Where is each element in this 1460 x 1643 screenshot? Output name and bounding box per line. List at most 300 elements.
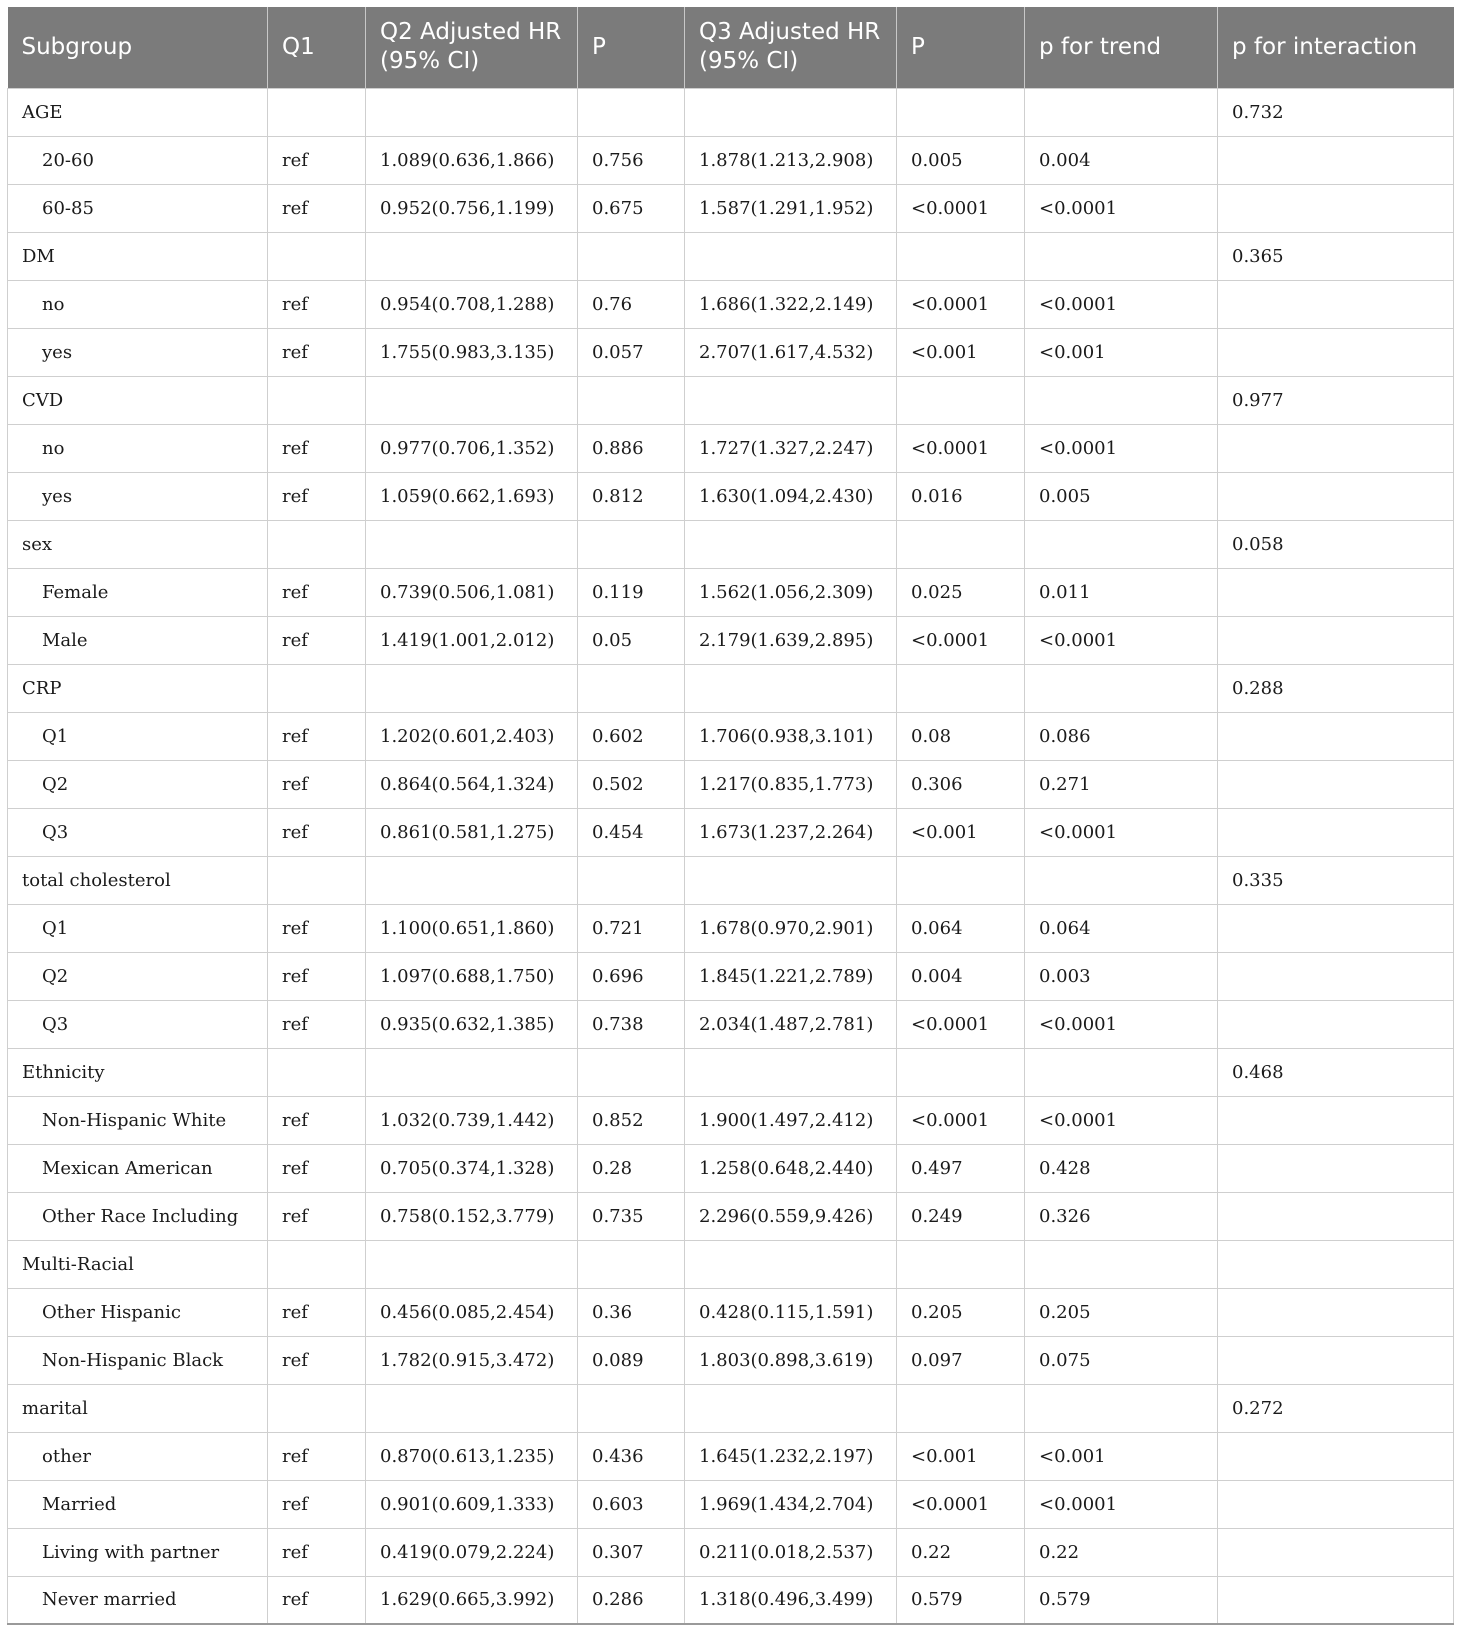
cell-p-trend: <0.0001: [1025, 1096, 1218, 1144]
cell-q1: ref: [268, 760, 366, 808]
cell-q2-hr: 1.419(1.001,2.012): [366, 616, 578, 664]
cell-q2-hr: 0.456(0.085,2.454): [366, 1288, 578, 1336]
cell-subgroup: Ethnicity: [8, 1048, 268, 1096]
table-row: [8, 1432, 1454, 1480]
cell-subgroup: Q1: [8, 712, 268, 760]
header-subgroup: Subgroup: [8, 7, 268, 88]
table-container: [7, 7, 1453, 1625]
cell-q3-p: <0.001: [897, 808, 1025, 856]
cell-q2-hr: [366, 520, 578, 568]
cell-q1: ref: [268, 616, 366, 664]
cell-q3-hr: 1.258(0.648,2.440): [685, 1144, 897, 1192]
cell-subgroup: Never married: [8, 1576, 268, 1624]
header-q3-p: P: [897, 7, 1025, 88]
cell-p-trend: 0.075: [1025, 1336, 1218, 1384]
cell-q3-p: 0.004: [897, 952, 1025, 1000]
cell-p-interaction: 0.468: [1218, 1048, 1454, 1096]
cell-q2-p: [578, 376, 685, 424]
cell-p-interaction: [1218, 1480, 1454, 1528]
cell-q2-p: [578, 1384, 685, 1432]
cell-p-trend: <0.0001: [1025, 184, 1218, 232]
cell-p-trend: [1025, 856, 1218, 904]
cell-q2-hr: 0.977(0.706,1.352): [366, 424, 578, 472]
table-row: [8, 568, 1454, 616]
cell-q1: [268, 88, 366, 136]
cell-q2-p: 0.738: [578, 1000, 685, 1048]
cell-q1: ref: [268, 1288, 366, 1336]
cell-q3-p: [897, 88, 1025, 136]
table-row: [8, 904, 1454, 952]
cell-q1: ref: [268, 1144, 366, 1192]
table-body: [8, 88, 1454, 1624]
header-q3-hr: Q3 Adjusted HR (95% CI): [685, 7, 897, 88]
cell-q1: [268, 664, 366, 712]
cell-q3-p: 0.08: [897, 712, 1025, 760]
cell-q3-p: [897, 520, 1025, 568]
cell-p-trend: <0.0001: [1025, 808, 1218, 856]
cell-q2-hr: 1.032(0.739,1.442): [366, 1096, 578, 1144]
cell-subgroup: Q3: [8, 1000, 268, 1048]
cell-q2-hr: 0.952(0.756,1.199): [366, 184, 578, 232]
cell-subgroup: Non-Hispanic White: [8, 1096, 268, 1144]
table-row: [8, 808, 1454, 856]
cell-q3-p: [897, 232, 1025, 280]
cell-q2-hr: 0.935(0.632,1.385): [366, 1000, 578, 1048]
cell-p-interaction: [1218, 1528, 1454, 1576]
cell-q1: ref: [268, 136, 366, 184]
cell-p-trend: 0.004: [1025, 136, 1218, 184]
cell-p-trend: [1025, 1048, 1218, 1096]
cell-p-trend: 0.579: [1025, 1576, 1218, 1624]
cell-p-interaction: [1218, 1240, 1454, 1288]
cell-q2-hr: [366, 664, 578, 712]
cell-q2-hr: [366, 1384, 578, 1432]
cell-q3-p: [897, 376, 1025, 424]
cell-q2-hr: 1.097(0.688,1.750): [366, 952, 578, 1000]
cell-subgroup: Living with partner: [8, 1528, 268, 1576]
cell-p-trend: [1025, 664, 1218, 712]
cell-subgroup: DM: [8, 232, 268, 280]
cell-p-interaction: [1218, 712, 1454, 760]
cell-p-interaction: 0.977: [1218, 376, 1454, 424]
table-group-row: [8, 232, 1454, 280]
table-row: [8, 472, 1454, 520]
cell-q3-hr: 1.217(0.835,1.773): [685, 760, 897, 808]
cell-q2-p: 0.886: [578, 424, 685, 472]
cell-p-interaction: 0.732: [1218, 88, 1454, 136]
cell-q3-p: <0.0001: [897, 1480, 1025, 1528]
table-row: [8, 760, 1454, 808]
cell-q2-p: 0.05: [578, 616, 685, 664]
cell-q2-p: [578, 232, 685, 280]
header-q2-p: P: [578, 7, 685, 88]
cell-p-trend: [1025, 88, 1218, 136]
header-p-interaction: p for interaction: [1218, 7, 1454, 88]
cell-q3-hr: 1.645(1.232,2.197): [685, 1432, 897, 1480]
cell-q3-hr: 1.803(0.898,3.619): [685, 1336, 897, 1384]
cell-q2-hr: 0.901(0.609,1.333): [366, 1480, 578, 1528]
cell-q2-hr: 0.861(0.581,1.275): [366, 808, 578, 856]
cell-q3-hr: 2.034(1.487,2.781): [685, 1000, 897, 1048]
cell-q2-p: 0.436: [578, 1432, 685, 1480]
cell-q1: ref: [268, 424, 366, 472]
cell-q3-hr: [685, 520, 897, 568]
cell-p-trend: <0.001: [1025, 1432, 1218, 1480]
table-row: [8, 1144, 1454, 1192]
cell-q3-p: [897, 856, 1025, 904]
cell-q3-hr: 1.562(1.056,2.309): [685, 568, 897, 616]
cell-p-interaction: [1218, 760, 1454, 808]
cell-p-trend: 0.005: [1025, 472, 1218, 520]
cell-p-trend: 0.22: [1025, 1528, 1218, 1576]
cell-q2-hr: [366, 1240, 578, 1288]
cell-q3-hr: 1.678(0.970,2.901): [685, 904, 897, 952]
cell-p-interaction: [1218, 136, 1454, 184]
table-row: [8, 952, 1454, 1000]
table-group-row: [8, 376, 1454, 424]
cell-q2-hr: 0.419(0.079,2.224): [366, 1528, 578, 1576]
cell-q3-hr: 2.296(0.559,9.426): [685, 1192, 897, 1240]
cell-subgroup: Multi-Racial: [8, 1240, 268, 1288]
cell-p-trend: <0.0001: [1025, 1480, 1218, 1528]
cell-q1: [268, 520, 366, 568]
cell-p-trend: 0.011: [1025, 568, 1218, 616]
cell-q3-hr: 0.428(0.115,1.591): [685, 1288, 897, 1336]
cell-subgroup: CRP: [8, 664, 268, 712]
cell-q3-hr: 1.587(1.291,1.952): [685, 184, 897, 232]
table-row: [8, 616, 1454, 664]
cell-p-interaction: [1218, 1336, 1454, 1384]
cell-q2-p: 0.286: [578, 1576, 685, 1624]
cell-q3-p: 0.005: [897, 136, 1025, 184]
cell-q3-p: 0.249: [897, 1192, 1025, 1240]
cell-p-interaction: [1218, 472, 1454, 520]
cell-p-interaction: [1218, 1000, 1454, 1048]
cell-q2-hr: [366, 1048, 578, 1096]
cell-q2-hr: [366, 88, 578, 136]
cell-q3-hr: [685, 88, 897, 136]
cell-q2-p: 0.721: [578, 904, 685, 952]
cell-q1: [268, 856, 366, 904]
cell-q1: ref: [268, 1432, 366, 1480]
cell-q1: ref: [268, 328, 366, 376]
cell-subgroup: sex: [8, 520, 268, 568]
cell-p-trend: <0.001: [1025, 328, 1218, 376]
table-row: [8, 712, 1454, 760]
table-row: [8, 1576, 1454, 1624]
cell-q3-hr: [685, 664, 897, 712]
cell-p-interaction: 0.058: [1218, 520, 1454, 568]
cell-q1: ref: [268, 184, 366, 232]
cell-q2-p: [578, 520, 685, 568]
table-row: [8, 1336, 1454, 1384]
header-p-trend: p for trend: [1025, 7, 1218, 88]
table-row: [8, 1528, 1454, 1576]
cell-p-trend: [1025, 376, 1218, 424]
cell-p-interaction: [1218, 808, 1454, 856]
hazard-ratio-table: [7, 7, 1454, 1625]
cell-p-interaction: [1218, 904, 1454, 952]
cell-q1: [268, 376, 366, 424]
cell-subgroup: Married: [8, 1480, 268, 1528]
cell-p-trend: 0.003: [1025, 952, 1218, 1000]
cell-p-trend: 0.326: [1025, 1192, 1218, 1240]
table-row: [8, 136, 1454, 184]
cell-subgroup: Q3: [8, 808, 268, 856]
cell-q2-hr: 1.202(0.601,2.403): [366, 712, 578, 760]
cell-q2-p: 0.76: [578, 280, 685, 328]
cell-q3-p: 0.097: [897, 1336, 1025, 1384]
cell-q3-p: 0.497: [897, 1144, 1025, 1192]
cell-q2-p: 0.28: [578, 1144, 685, 1192]
cell-q1: ref: [268, 472, 366, 520]
cell-q3-hr: 1.630(1.094,2.430): [685, 472, 897, 520]
cell-q2-p: 0.502: [578, 760, 685, 808]
cell-q3-p: [897, 1384, 1025, 1432]
cell-q3-p: 0.016: [897, 472, 1025, 520]
cell-q2-p: [578, 1048, 685, 1096]
cell-q1: ref: [268, 280, 366, 328]
cell-q1: ref: [268, 952, 366, 1000]
table-row: [8, 1000, 1454, 1048]
cell-p-interaction: [1218, 1096, 1454, 1144]
cell-q1: [268, 1240, 366, 1288]
cell-subgroup: AGE: [8, 88, 268, 136]
cell-q3-p: [897, 664, 1025, 712]
cell-q2-p: 0.119: [578, 568, 685, 616]
cell-p-interaction: [1218, 1288, 1454, 1336]
cell-q1: ref: [268, 1528, 366, 1576]
cell-p-interaction: [1218, 1144, 1454, 1192]
cell-subgroup: no: [8, 280, 268, 328]
cell-q3-hr: 1.727(1.327,2.247): [685, 424, 897, 472]
cell-q2-hr: [366, 856, 578, 904]
cell-q3-p: <0.0001: [897, 184, 1025, 232]
cell-p-trend: 0.086: [1025, 712, 1218, 760]
cell-q2-hr: 1.059(0.662,1.693): [366, 472, 578, 520]
cell-subgroup: yes: [8, 328, 268, 376]
cell-p-interaction: [1218, 1192, 1454, 1240]
cell-q3-p: 0.025: [897, 568, 1025, 616]
cell-p-trend: 0.428: [1025, 1144, 1218, 1192]
cell-q3-hr: 1.845(1.221,2.789): [685, 952, 897, 1000]
cell-q2-p: 0.057: [578, 328, 685, 376]
cell-p-trend: [1025, 232, 1218, 280]
cell-q3-p: 0.205: [897, 1288, 1025, 1336]
table-group-row: [8, 1384, 1454, 1432]
cell-p-interaction: 0.365: [1218, 232, 1454, 280]
cell-q2-p: 0.675: [578, 184, 685, 232]
cell-q2-hr: 1.629(0.665,3.992): [366, 1576, 578, 1624]
cell-p-interaction: [1218, 424, 1454, 472]
cell-q1: ref: [268, 1192, 366, 1240]
cell-q2-hr: 1.755(0.983,3.135): [366, 328, 578, 376]
cell-q1: ref: [268, 1576, 366, 1624]
cell-subgroup: Q2: [8, 760, 268, 808]
cell-q3-hr: 2.179(1.639,2.895): [685, 616, 897, 664]
cell-subgroup: Q1: [8, 904, 268, 952]
table-row: [8, 328, 1454, 376]
table-row: [8, 1480, 1454, 1528]
cell-q2-p: 0.852: [578, 1096, 685, 1144]
table-group-row: [8, 1048, 1454, 1096]
table-group-row: [8, 856, 1454, 904]
cell-q1: [268, 1048, 366, 1096]
cell-q3-hr: [685, 1048, 897, 1096]
cell-q2-hr: 0.864(0.564,1.324): [366, 760, 578, 808]
cell-q3-hr: 1.686(1.322,2.149): [685, 280, 897, 328]
cell-q3-p: <0.0001: [897, 1096, 1025, 1144]
cell-p-trend: 0.064: [1025, 904, 1218, 952]
cell-q3-hr: 0.211(0.018,2.537): [685, 1528, 897, 1576]
cell-q3-hr: [685, 1240, 897, 1288]
cell-q1: ref: [268, 712, 366, 760]
cell-p-trend: <0.0001: [1025, 1000, 1218, 1048]
cell-p-interaction: [1218, 184, 1454, 232]
cell-q2-hr: 1.089(0.636,1.866): [366, 136, 578, 184]
cell-q3-hr: 1.878(1.213,2.908): [685, 136, 897, 184]
cell-q2-p: [578, 1240, 685, 1288]
cell-subgroup: Mexican American: [8, 1144, 268, 1192]
cell-q2-p: [578, 664, 685, 712]
cell-p-interaction: [1218, 1432, 1454, 1480]
cell-q2-p: 0.603: [578, 1480, 685, 1528]
cell-p-trend: <0.0001: [1025, 280, 1218, 328]
cell-q3-p: [897, 1048, 1025, 1096]
table-group-row: [8, 1240, 1454, 1288]
cell-q1: ref: [268, 808, 366, 856]
cell-subgroup: other: [8, 1432, 268, 1480]
cell-p-interaction: [1218, 328, 1454, 376]
cell-p-interaction: [1218, 568, 1454, 616]
cell-q2-hr: 0.705(0.374,1.328): [366, 1144, 578, 1192]
cell-q3-p: <0.0001: [897, 616, 1025, 664]
cell-q3-hr: 1.318(0.496,3.499): [685, 1576, 897, 1624]
cell-p-trend: 0.205: [1025, 1288, 1218, 1336]
cell-subgroup: marital: [8, 1384, 268, 1432]
cell-q1: ref: [268, 1336, 366, 1384]
table-group-row: [8, 88, 1454, 136]
cell-q1: [268, 1384, 366, 1432]
cell-q3-p: <0.001: [897, 328, 1025, 376]
cell-p-interaction: 0.335: [1218, 856, 1454, 904]
table-group-row: [8, 664, 1454, 712]
cell-q1: [268, 232, 366, 280]
cell-subgroup: Other Race Including: [8, 1192, 268, 1240]
cell-q2-hr: 1.100(0.651,1.860): [366, 904, 578, 952]
cell-subgroup: Q2: [8, 952, 268, 1000]
cell-q3-p: 0.306: [897, 760, 1025, 808]
cell-q2-p: 0.812: [578, 472, 685, 520]
cell-q3-p: 0.22: [897, 1528, 1025, 1576]
cell-subgroup: Male: [8, 616, 268, 664]
cell-q2-hr: 0.739(0.506,1.081): [366, 568, 578, 616]
cell-p-trend: [1025, 520, 1218, 568]
cell-q2-hr: 0.870(0.613,1.235): [366, 1432, 578, 1480]
table-row: [8, 1192, 1454, 1240]
cell-p-interaction: 0.272: [1218, 1384, 1454, 1432]
cell-q3-hr: [685, 856, 897, 904]
cell-p-trend: [1025, 1240, 1218, 1288]
cell-q1: ref: [268, 904, 366, 952]
table-row: [8, 1288, 1454, 1336]
cell-q3-p: <0.001: [897, 1432, 1025, 1480]
cell-q1: ref: [268, 568, 366, 616]
table-row: [8, 1096, 1454, 1144]
cell-p-interaction: 0.288: [1218, 664, 1454, 712]
cell-p-interaction: [1218, 1576, 1454, 1624]
cell-subgroup: CVD: [8, 376, 268, 424]
cell-q2-hr: 0.758(0.152,3.779): [366, 1192, 578, 1240]
cell-subgroup: 60-85: [8, 184, 268, 232]
cell-q2-p: 0.307: [578, 1528, 685, 1576]
cell-subgroup: Female: [8, 568, 268, 616]
cell-q1: ref: [268, 1096, 366, 1144]
cell-q3-p: <0.0001: [897, 1000, 1025, 1048]
cell-q3-hr: [685, 376, 897, 424]
table-header-row: [8, 7, 1454, 88]
cell-subgroup: Non-Hispanic Black: [8, 1336, 268, 1384]
cell-q3-p: <0.0001: [897, 424, 1025, 472]
cell-p-interaction: [1218, 280, 1454, 328]
cell-q3-hr: [685, 1384, 897, 1432]
table-group-row: [8, 520, 1454, 568]
cell-q3-p: <0.0001: [897, 280, 1025, 328]
header-q1: Q1: [268, 7, 366, 88]
cell-q2-p: 0.36: [578, 1288, 685, 1336]
cell-q2-p: [578, 88, 685, 136]
cell-q2-hr: 1.782(0.915,3.472): [366, 1336, 578, 1384]
cell-subgroup: 20-60: [8, 136, 268, 184]
cell-q2-hr: [366, 376, 578, 424]
cell-q3-hr: 1.706(0.938,3.101): [685, 712, 897, 760]
table-row: [8, 280, 1454, 328]
cell-subgroup: yes: [8, 472, 268, 520]
cell-q1: ref: [268, 1480, 366, 1528]
cell-q2-p: 0.602: [578, 712, 685, 760]
cell-q2-p: [578, 856, 685, 904]
cell-q3-hr: 1.900(1.497,2.412): [685, 1096, 897, 1144]
cell-q2-hr: 0.954(0.708,1.288): [366, 280, 578, 328]
cell-q1: ref: [268, 1000, 366, 1048]
cell-subgroup: total cholesterol: [8, 856, 268, 904]
cell-q2-p: 0.454: [578, 808, 685, 856]
cell-subgroup: Other Hispanic: [8, 1288, 268, 1336]
cell-q2-p: 0.696: [578, 952, 685, 1000]
table-row: [8, 184, 1454, 232]
cell-p-trend: <0.0001: [1025, 616, 1218, 664]
cell-q3-hr: 2.707(1.617,4.532): [685, 328, 897, 376]
cell-subgroup: no: [8, 424, 268, 472]
cell-q2-p: 0.735: [578, 1192, 685, 1240]
cell-p-interaction: [1218, 616, 1454, 664]
cell-q3-p: 0.579: [897, 1576, 1025, 1624]
cell-p-trend: 0.271: [1025, 760, 1218, 808]
cell-p-interaction: [1218, 952, 1454, 1000]
cell-q3-hr: 1.673(1.237,2.264): [685, 808, 897, 856]
cell-q2-hr: [366, 232, 578, 280]
cell-q3-p: 0.064: [897, 904, 1025, 952]
cell-p-trend: [1025, 1384, 1218, 1432]
header-q2-hr: Q2 Adjusted HR (95% CI): [366, 7, 578, 88]
cell-q3-hr: [685, 232, 897, 280]
cell-q3-hr: 1.969(1.434,2.704): [685, 1480, 897, 1528]
cell-q3-p: [897, 1240, 1025, 1288]
cell-q2-p: 0.089: [578, 1336, 685, 1384]
table-row: [8, 424, 1454, 472]
cell-q2-p: 0.756: [578, 136, 685, 184]
cell-p-trend: <0.0001: [1025, 424, 1218, 472]
